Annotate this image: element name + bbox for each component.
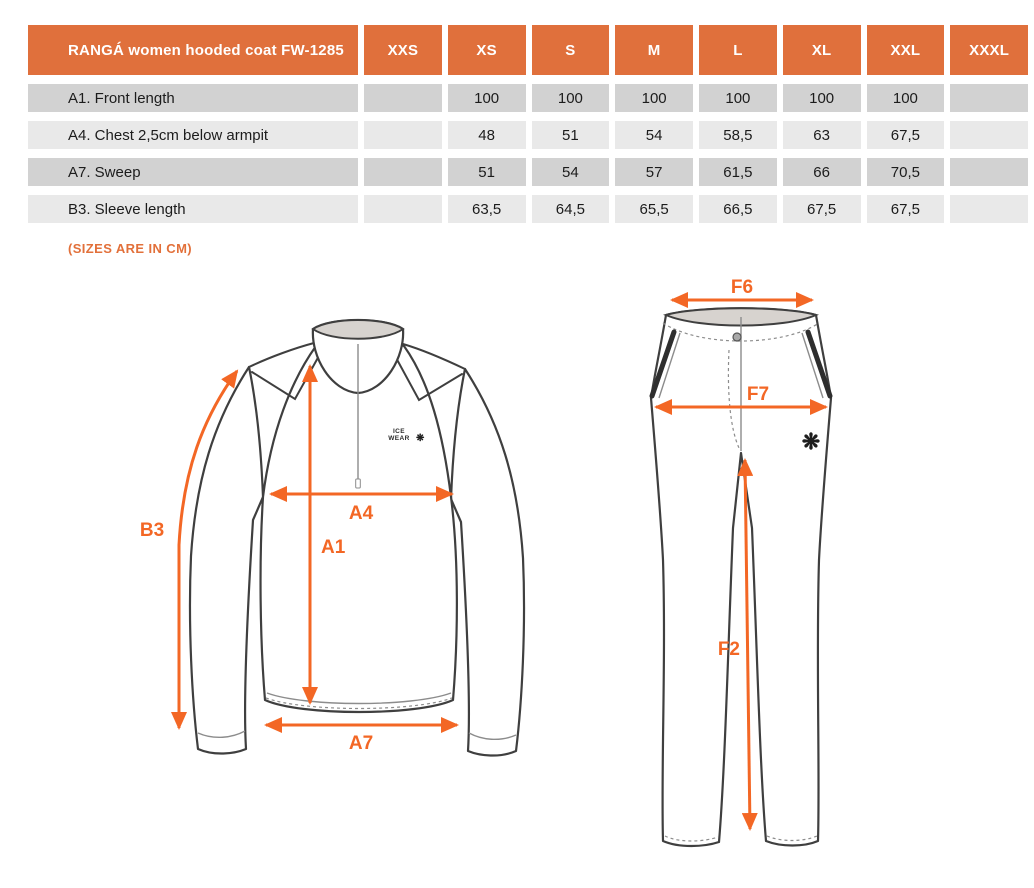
size-value-cell: 100 <box>615 84 693 112</box>
size-value-cell: 100 <box>532 84 610 112</box>
size-col-header-xxs: XXS <box>364 25 442 75</box>
measure-label-b3: B3 <box>139 520 165 541</box>
size-value-cell: 64,5 <box>532 195 610 223</box>
size-value-cell: 51 <box>532 121 610 149</box>
zipper-pull <box>356 479 361 488</box>
size-value-cell: 67,5 <box>783 195 861 223</box>
size-col-header-xl: XL <box>783 25 861 75</box>
size-value-cell: 66,5 <box>699 195 777 223</box>
snowflake-icon: ❋ <box>416 433 425 444</box>
size-value-cell: 54 <box>532 158 610 186</box>
size-value-cell: 61,5 <box>699 158 777 186</box>
size-col-header-s: S <box>532 25 610 75</box>
size-value-cell <box>950 121 1028 149</box>
collar-inner-shade <box>313 320 403 339</box>
measure-label-a4: A4 <box>348 503 374 524</box>
sweater-right-sleeve <box>451 369 524 756</box>
size-col-header-xs: XS <box>448 25 526 75</box>
size-value-cell: 100 <box>783 84 861 112</box>
size-value-cell: 63,5 <box>448 195 526 223</box>
sizes-note: (SIZES ARE IN CM) <box>68 241 193 256</box>
measure-label-a1: A1 <box>321 537 346 558</box>
size-value-cell: 48 <box>448 121 526 149</box>
size-col-header-m: M <box>615 25 693 75</box>
size-value-cell: 58,5 <box>699 121 777 149</box>
size-value-cell <box>364 158 442 186</box>
measure-label-f6: F6 <box>730 277 754 298</box>
size-value-cell <box>364 195 442 223</box>
size-value-cell: 100 <box>867 84 945 112</box>
row-label-cell: B3. Sleeve length <box>28 195 358 223</box>
row-label-cell: A7. Sweep <box>28 158 358 186</box>
size-value-cell: 67,5 <box>867 195 945 223</box>
snowflake-icon: ❋ <box>801 429 821 454</box>
size-value-cell: 70,5 <box>867 158 945 186</box>
brand-logo-line1: ICE <box>392 428 406 435</box>
row-label-cell: A4. Chest 2,5cm below armpit <box>28 121 358 149</box>
size-value-cell <box>950 158 1028 186</box>
row-label-cell: A1. Front length <box>28 84 358 112</box>
size-value-cell <box>950 195 1028 223</box>
waist-button <box>733 333 741 341</box>
size-diagram <box>0 270 1034 888</box>
size-value-cell <box>950 84 1028 112</box>
size-value-cell: 100 <box>448 84 526 112</box>
size-value-cell: 57 <box>615 158 693 186</box>
size-value-cell: 67,5 <box>867 121 945 149</box>
measure-label-a7: A7 <box>348 733 374 754</box>
size-value-cell <box>364 84 442 112</box>
size-table <box>28 25 1028 223</box>
size-col-header-xxxl: XXXL <box>950 25 1028 75</box>
pants-drawing <box>651 277 831 846</box>
size-value-cell <box>364 121 442 149</box>
sweater-left-sleeve <box>190 367 263 754</box>
measure-label-f7: F7 <box>746 384 770 405</box>
size-value-cell: 100 <box>699 84 777 112</box>
size-col-header-xxl: XXL <box>867 25 945 75</box>
size-col-header-l: L <box>699 25 777 75</box>
size-value-cell: 63 <box>783 121 861 149</box>
brand-logo-line2: WEAR <box>388 435 410 442</box>
table-title: RANGÁ women hooded coat FW-1285 <box>28 25 358 75</box>
size-value-cell: 65,5 <box>615 195 693 223</box>
measure-label-f2: F2 <box>717 639 740 660</box>
size-value-cell: 66 <box>783 158 861 186</box>
size-value-cell: 54 <box>615 121 693 149</box>
size-value-cell: 51 <box>448 158 526 186</box>
sweater-drawing <box>140 320 524 756</box>
